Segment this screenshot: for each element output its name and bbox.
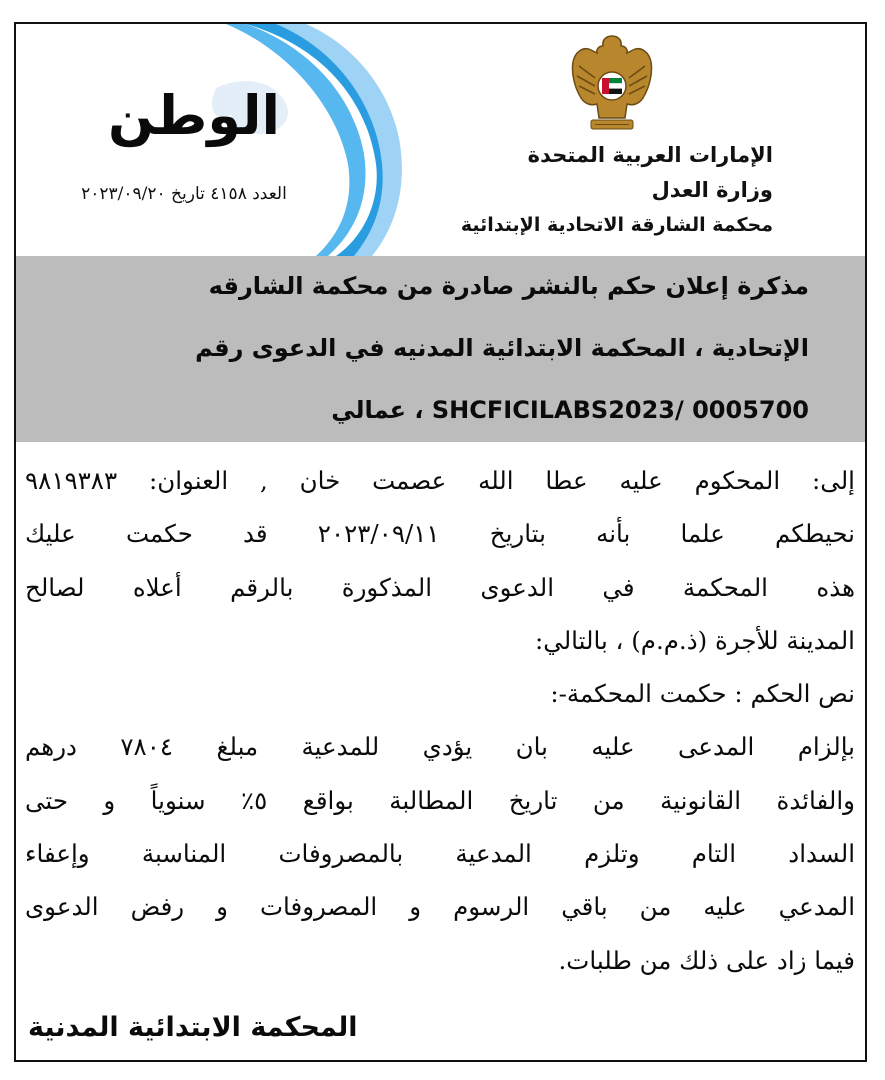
ministry-name: وزارة العدل [651,178,773,202]
announcement-frame [14,22,867,1062]
body-line-4: المدينة للأجرة (ذ.م.م) ، بالتالي: [535,625,855,655]
body-line-10: فيما زاد على ذلك من طلبات. [558,945,855,975]
body-line-1: إلى: المحكوم عليه عطا الله عصمت خان , العنوان: ٩٨١٩٣٨٣ [25,466,855,495]
country-name: الإمارات العربية المتحدة [527,143,773,167]
newspaper-name: الوطن [107,84,281,147]
issue-line: العدد ٤١٥٨ تاريخ ٢٠٢٣/٠٩/٢٠ [81,184,287,204]
case-type: ، عمالي [331,396,424,424]
header [16,24,865,256]
title-band [16,256,865,442]
body-line-5: نص الحكم : حكمت المحكمة-: [550,679,855,709]
title-line-2: الإتحادية ، المحكمة الابتدائية المدنيه في الدعوى رقم [195,334,809,362]
court-signature: المحكمة الابتدائية المدنية [28,1012,358,1043]
title-line-3 [49,396,809,424]
body-line-3: هذه المحكمة في الدعوى المذكورة بالرقم أعلاه لصالح [25,572,855,602]
body-line-2: نحيطكم علما بأنه بتاريخ ٢٠٢٣/٠٩/١١ قد حكمت عليك [25,519,855,549]
case-number: SHCFICILABS2023/ 0005700 [431,396,809,424]
body-line-6: بإلزام المدعى عليه بان يؤدي للمدعية مبلغ ٧٨٠٤ درهم [25,732,855,762]
court-name: محكمة الشارقة الاتحادية الإبتدائية [460,214,773,236]
government-header [453,138,773,243]
title-line-1: مذكرة إعلان حكم بالنشر صادرة من محكمة الشارقه [208,272,809,300]
announcement-body [25,454,855,987]
body-line-7: والفائدة القانونية من تاريخ المطالبة بواقع ٥٪ سنوياً و حتى [25,785,855,815]
body-line-9: المدعي عليه من باقي الرسوم و المصروفات و رفض الدعوى [25,892,855,922]
uae-eagle-emblem-icon [569,32,655,136]
body-line-8: السداد التام وتلزم المدعية بالمصروفات المناسبة وإعفاء [25,839,855,869]
